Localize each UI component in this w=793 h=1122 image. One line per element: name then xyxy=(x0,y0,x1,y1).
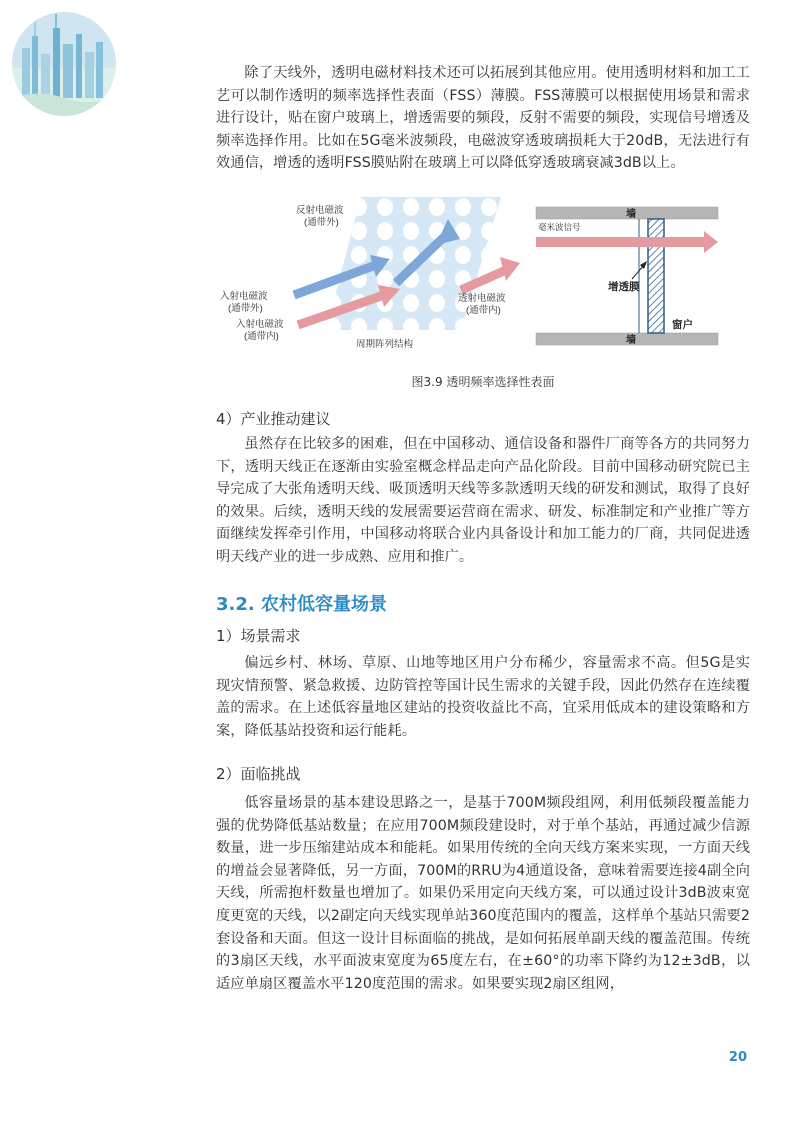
label-transmitted: 透射电磁波 xyxy=(458,293,506,304)
label-wall-top: 墙 xyxy=(626,209,636,220)
label-incident-in-sub: (通带内) xyxy=(244,331,279,342)
label-wall-bottom: 墙 xyxy=(626,335,636,346)
label-window: 窗户 xyxy=(672,319,693,331)
label-reflected: 反射电磁波 xyxy=(296,205,344,216)
heading-demand: 1）场景需求 xyxy=(216,627,301,645)
label-transmitted-sub: (通带内) xyxy=(466,305,501,316)
label-incident-out: 入射电磁波 xyxy=(220,291,268,302)
label-reflected-sub: (通带外) xyxy=(304,217,339,228)
label-film: 增透膜 xyxy=(608,281,640,293)
paragraph-demand: 偏远乡村、林场、草原、山地等地区用户分布稀少，容量需求不高。但5G是实现灾情预警、紧急救援、边防管控等国计民生需求的关键手段，因此仍然存在连续覆盖的需求。在上述低容量地区建站的投资收益比不高，宜采用低成本的建设策略和方案，降低基站投资和运行能耗。 xyxy=(216,655,750,739)
antireflection-film xyxy=(648,219,664,333)
paragraph-industry: 虽然存在比较多的困难，但在中国移动、通信设备和器件厂商等各方的共同努力下，透明天线正在逐渐由实验室概念样品走向产品化阶段。目前中国移动研究院已主导完成了大张角透明天线、吸顶透明天线等多款透明天线的研发和测试，取得了良好的效果。后续，透明天线的发展需要运营商在需求、研发、标准制定和产业推广等方面继续发挥牵引作用，中国移动将联合业内具备设计和加工能力的厂商，共同促进透明天线产业的进一步成熟、应用和推广。 xyxy=(216,436,750,565)
header-skyline-logo xyxy=(8,8,120,120)
label-incident-out-sub: (通带外) xyxy=(228,303,263,314)
section-heading: 3.2. 农村低容量场景 xyxy=(216,594,387,615)
paragraph-challenge: 低容量场景的基本建设思路之一，是基于700M频段组网，利用低频段覆盖能力强的优势降低基站数量；在应用700M频段建设时，对于单个基站，再通过减少信源数量，进一步压缩建站成本和能耗。如果用传统的全向天线方案来实现，一方面天线的增益会显著降低，另一方面，700M的RRU为4通道设备，意味着需要连接4副全向天线，所需抱杆数量也增加了。如果仍采用定向天线方案，可以通过设计3dB波束宽度更宽的天线，以2副定向天线实现单站360度范围内的覆盖，这样单个基站只需要2套设备和天面。但这一设计目标面临的挑战，是如何拓展单副天线的覆盖范围。传统的3扇区天线，水平面波束宽度为65度左右，在±60°的功率下降约为12±3dB，以适应单扇区覆盖水平120度范围的需求。如果要实现2扇区组网， xyxy=(216,795,750,992)
millimeter-wave-arrow xyxy=(536,231,718,253)
paragraph-fss: 除了天线外，透明电磁材料技术还可以拓展到其他应用。使用透明材料和加工工艺可以制作透明的频率选择性表面（FSS）薄膜。FSS薄膜可以根据使用场景和需求进行设计，贴在窗户玻璃上，增透需要的频段，反射不需要的频段，实现信号增透及频率选择作用。比如在5G毫米波频段，电磁波穿透玻璃损耗大于20dB，无法进行有效通信，增透的透明FSS膜贴附在玻璃上可以降低穿透玻璃衰减3dB以上。 xyxy=(216,65,750,172)
heading-industry: 4）产业推动建议 xyxy=(216,410,331,428)
label-incident-in: 入射电磁波 xyxy=(236,319,284,330)
label-mm-wave: 毫米波信号 xyxy=(538,222,581,232)
label-periodic-structure: 周期阵列结构 xyxy=(356,339,414,350)
heading-challenge: 2）面临挑战 xyxy=(216,765,301,783)
figure-caption: 图3.9 透明频率选择性表面 xyxy=(411,375,555,389)
page-number: 20 xyxy=(728,1050,747,1065)
figure-fss-diagram xyxy=(216,195,750,360)
